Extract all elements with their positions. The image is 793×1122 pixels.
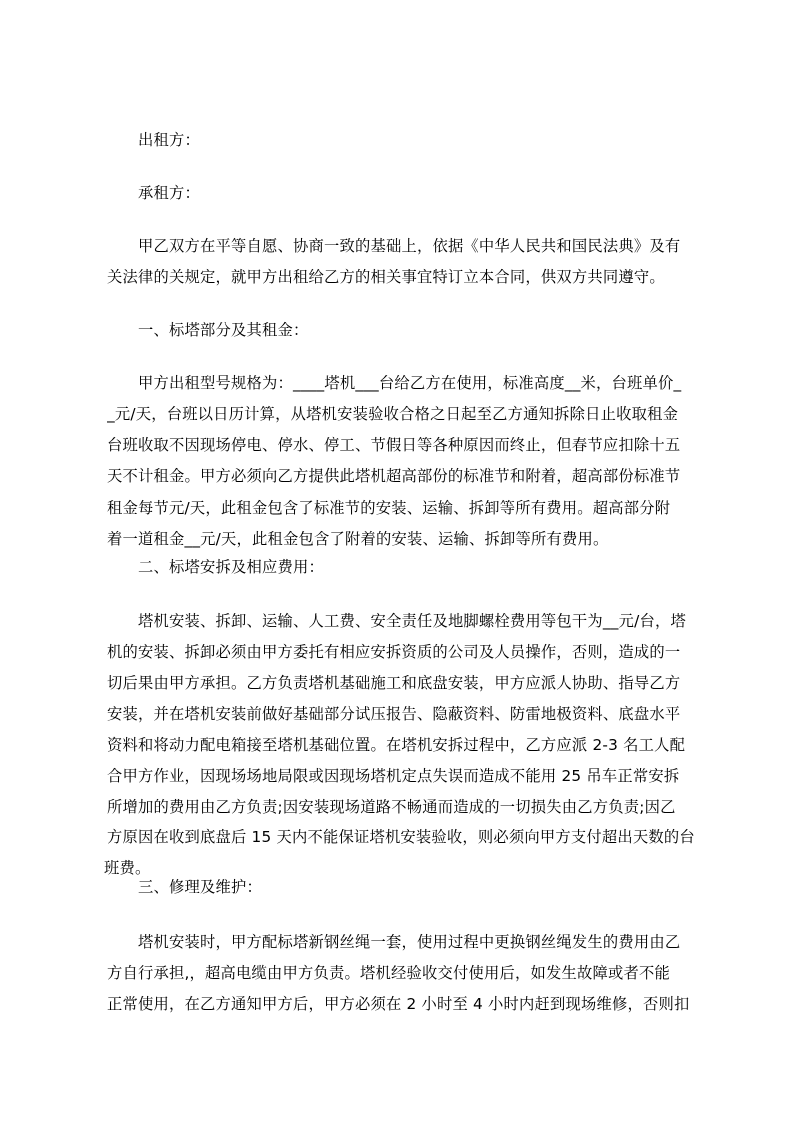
section-line: _元/天，台班以日历计算，从塔机安装验收合格之日起至乙方通知拆除日止收取租金 — [107, 405, 679, 423]
section-line: 资料和将动力配电箱接至塔机基础位置。在塔机安拆过程中，乙方应派 2-3 名工人配 — [107, 736, 686, 754]
section-line: 方原因在收到底盘后 15 天内不能保证塔机安装验收，则必须向甲方支付超出天数的台 — [107, 828, 695, 846]
section-line: 班费。 — [104, 859, 151, 877]
section-line: 机的安装、拆卸必须由甲方委托有相应安拆资质的公司及人员操作，否则，造成的一 — [107, 643, 681, 661]
lessee-label: 承租方： — [138, 184, 200, 202]
section-line: 合甲方作业，因现场场地局限或因现场塔机定点失误而造成不能用 25 吊车正常安拆 — [107, 767, 680, 785]
section-line: 切后果由甲方承担。乙方负责塔机基础施工和底盘安装，甲方应派人协助、指导乙方 — [107, 674, 681, 692]
intro-line: 甲乙双方在平等自愿、协商一致的基础上，依据《中华人民共和国民法典》及有 — [138, 237, 681, 255]
section-line: 天不计租金。甲方必须向乙方提供此塔机超高部份的标准节和附着，超高部份标准节 — [107, 467, 681, 485]
section-heading: 三、修理及维护： — [138, 878, 262, 896]
section-line: 塔机安装、拆卸、运输、人工费、安全责任及地脚螺栓费用等包干为__元/台，塔 — [138, 612, 686, 630]
section-line: 安装，并在塔机安装前做好基础部分试压报告、隐蔽资料、防雷地极资料、底盘水平 — [107, 705, 681, 723]
section-line: 正常使用，在乙方通知甲方后，甲方必须在 2 小时至 4 小时内赶到现场维修，否则扣 — [107, 995, 690, 1013]
section-line: 方自行承担,，超高电缆由甲方负责。塔机经验收交付使用后，如发生故障或者不能 — [107, 964, 670, 982]
intro-line: 关法律的关规定，就甲方出租给乙方的相关事宜特订立本合同，供双方共同遵守。 — [107, 268, 665, 286]
section-line: 塔机安装时，甲方配标塔新钢丝绳一套，使用过程中更换钢丝绳发生的费用由乙 — [138, 933, 681, 951]
section-heading: 一、标塔部分及其租金： — [138, 321, 309, 339]
section-line: 所增加的费用由乙方负责;因安装现场道路不畅通而造成的一切损失由乙方负责;因乙 — [107, 798, 676, 816]
lessor-label: 出租方： — [138, 131, 200, 149]
section-line: 租金每节元/天，此租金包含了标准节的安装、运输、拆卸等所有费用。超高部分附 — [107, 499, 671, 517]
section-line: 着一道租金__元/天，此租金包含了附着的安装、运输、拆卸等所有费用。 — [107, 530, 609, 548]
section-line: 台班收取不因现场停电、停水、停工、节假日等各种原因而终止，但春节应扣除十五 — [107, 436, 681, 454]
section-line: 甲方出租型号规格为：____塔机___台给乙方在使用，标准高度__米，台班单价_ — [138, 374, 682, 392]
section-heading: 二、标塔安拆及相应费用： — [138, 558, 324, 576]
